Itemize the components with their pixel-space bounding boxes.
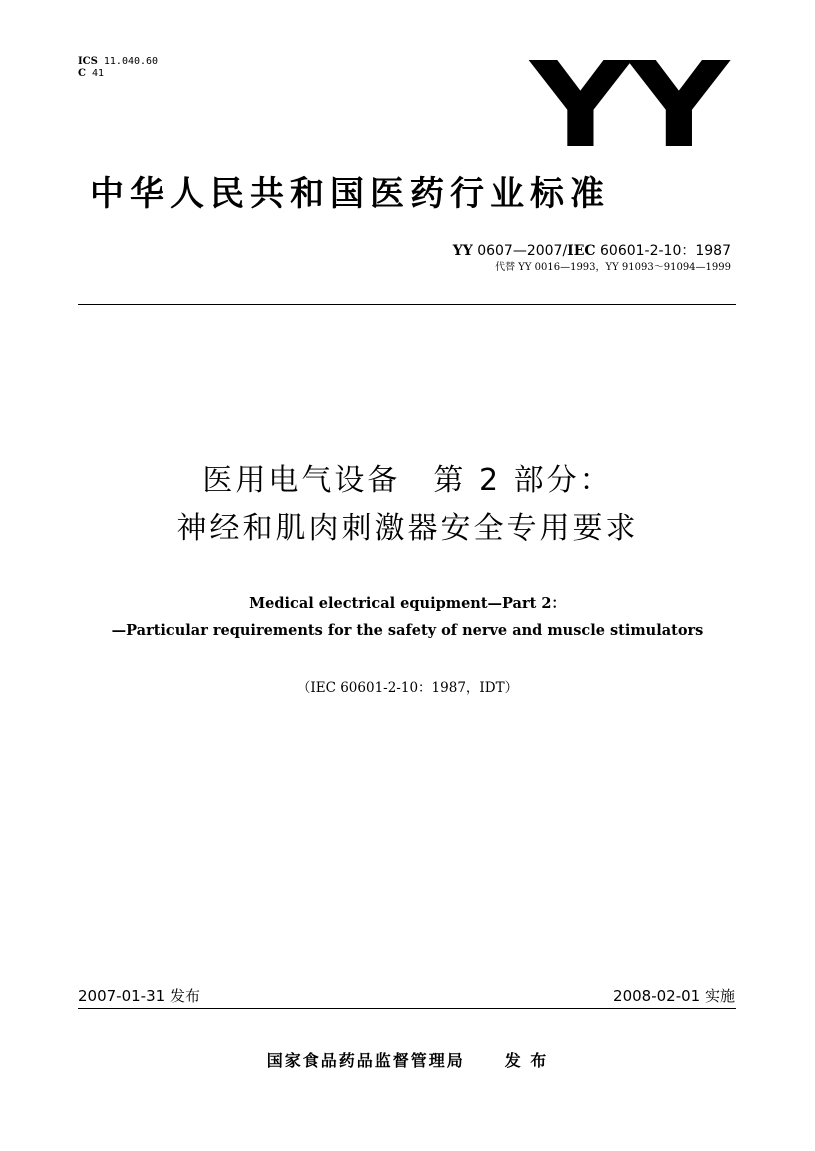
ics-code-line (78, 56, 158, 68)
ccs-code-line (78, 68, 158, 80)
ccs-label: C (78, 68, 86, 79)
header-divider (78, 304, 736, 305)
title-cn-line1: 医用电气设备 第 2 部分： (202, 463, 613, 498)
replaces-note: 代替 YY 0016—1993，YY 91093～91094—1999 (495, 262, 731, 273)
issue-date: 2007-01-31 发布 (78, 987, 200, 1005)
footer-divider (78, 1008, 736, 1009)
classification-codes (78, 56, 158, 80)
ccs-code: 41 (92, 68, 105, 79)
issuer-line (0, 1051, 815, 1071)
ics-code: 11.040.60 (103, 56, 159, 67)
adoption-note: （IEC 60601-2-10：1987，IDT） (296, 680, 519, 696)
standard-number-value: 0607—2007/ (477, 243, 568, 259)
iec-prefix: IEC (567, 243, 596, 259)
issuer-name: 国家食品药品监督管理局 (266, 1051, 465, 1070)
issuer-action: 发 布 (504, 1051, 549, 1070)
ics-label: ICS (78, 56, 98, 67)
standard-number-prefix: YY (452, 243, 473, 259)
standard-number (453, 243, 731, 259)
title-en-line2: —Particular requirements for the safety of nerve and muscle stimulators (111, 622, 704, 639)
effective-date: 2008-02-01 实施 (613, 987, 735, 1005)
standard-category-title: 中华人民共和国医药行业标准 (90, 174, 610, 214)
yy-logo: YY (530, 36, 727, 174)
title-en-line1: Medical electrical equipment—Part 2： (249, 595, 566, 612)
title-cn-line2: 神经和肌肉刺激器安全专用要求 (176, 511, 639, 546)
iec-number: 60601-2-10：1987 (600, 243, 731, 259)
